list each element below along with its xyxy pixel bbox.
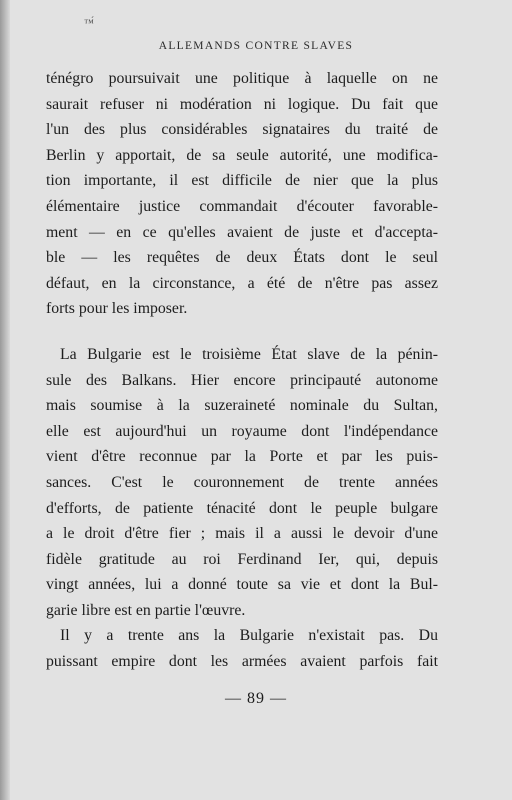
text-line: forts pour les imposer. (46, 300, 188, 318)
text-line: fidèle gratitude au roi Ferdinand Ier, qui, depuis (46, 550, 438, 568)
text-line: saurait refuser ni modération ni logique. Du fait que (46, 95, 438, 113)
page-binding-shadow (0, 0, 10, 800)
text-line: élémentaire justice commandait d'écouter favorable- (46, 197, 438, 215)
text-line: elle est aujourd'hui un royaume dont l'indépendance (46, 422, 438, 440)
body-text (46, 66, 438, 675)
text-line: ténégro poursuivait une politique à laquelle on ne (46, 70, 438, 87)
text-line: garie libre est en partie l'œuvre. (46, 601, 246, 619)
text-line: La Bulgarie est le troisième État slave de la pénin- (60, 345, 438, 363)
paragraph-gap (46, 322, 438, 342)
page-number: — 89 — (225, 690, 287, 707)
text-line: tion importante, il est difficile de nier que la plus (46, 172, 438, 190)
paragraph (46, 342, 438, 624)
text-line: sule des Balkans. Hier encore principauté autonome (46, 371, 438, 389)
text-line: mais soumise à la suzeraineté nominale du Sultan, (46, 397, 438, 415)
page-corner-mark: ™́ (84, 18, 94, 29)
text-line: a le droit d'être fier ; mais il a aussi le devoir d'une (46, 525, 438, 543)
text-line: vient d'être reconnue par la Porte et par les puis- (46, 448, 438, 466)
text-line: puissant empire dont les armées avaient parfois fait (46, 653, 438, 671)
text-line: vingt années, lui a donné toute sa vie et dont la Bul- (46, 576, 438, 594)
text-line: Il y a trente ans la Bulgarie n'existait pas. Du (60, 627, 438, 645)
text-line: ble — les requêtes de deux États dont le seul (46, 249, 438, 267)
paragraph (46, 623, 438, 674)
text-line: Berlin y apportait, de sa seule autorité, une modifica- (46, 146, 438, 164)
paragraph (46, 66, 438, 322)
text-line: ment — en ce qu'elles avaient de juste et d'accepta- (46, 223, 438, 241)
text-line: sances. C'est le couronnement de trente années (46, 473, 438, 491)
text-line: d'efforts, de patiente ténacité dont le peuple bulgare (46, 499, 438, 517)
text-line: l'un des plus considérables signataires du traité de (46, 121, 438, 139)
running-head: ALLEMANDS CONTRE SLAVES (158, 40, 354, 52)
text-line: défaut, en la circonstance, a été de n'être pas assez (46, 274, 438, 292)
